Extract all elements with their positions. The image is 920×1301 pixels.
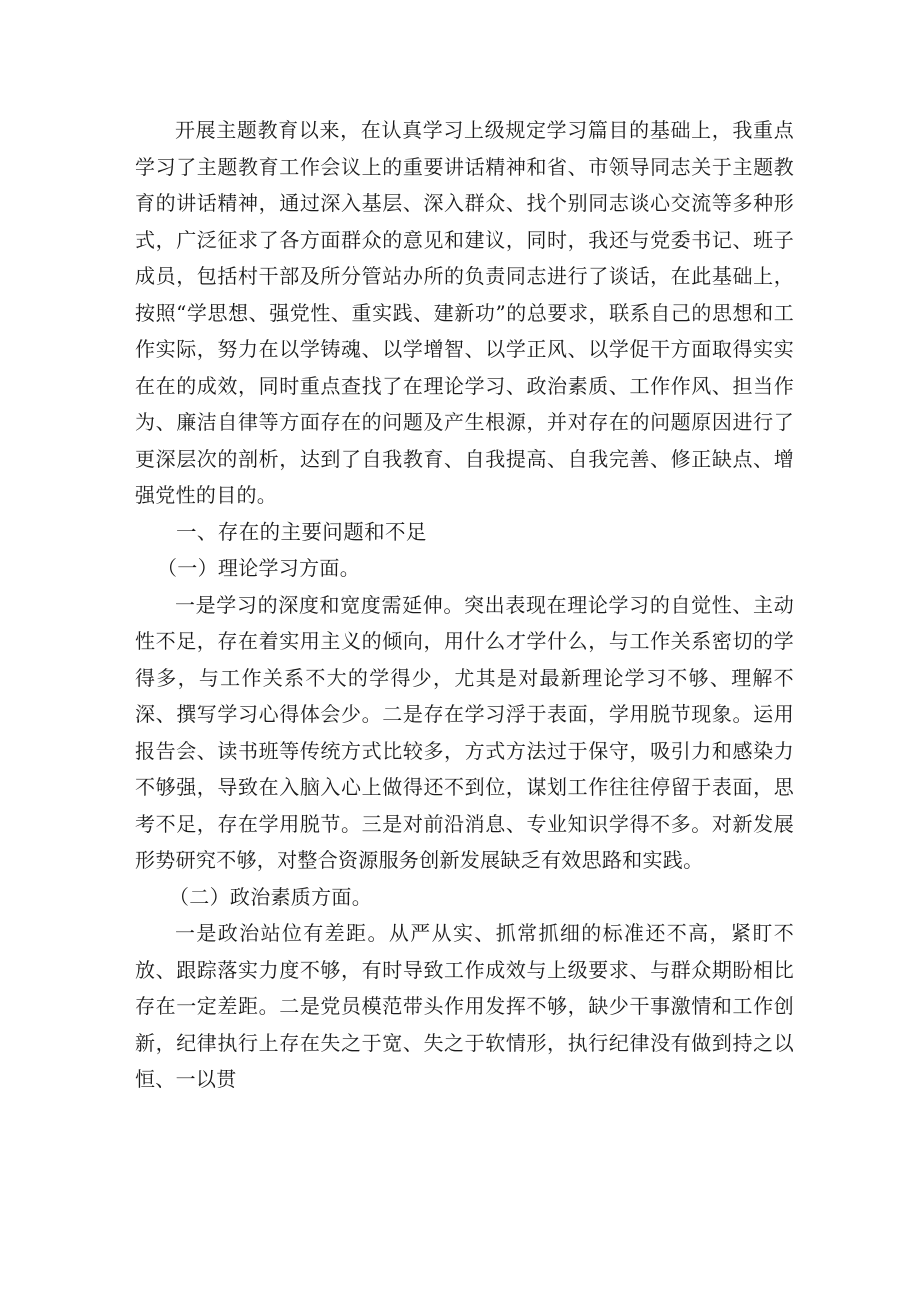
subsection-heading-theory: （一）理论学习方面。 xyxy=(157,556,360,580)
theory-study-paragraph: 一是学习的深度和宽度需延伸。突出表现在理论学习的自觉性、主动性不足，存在着实用主义的倾向，用什么才学什么，与工作关系密切的学得多，与工作关系不大的学得少，尤其是对最新理论学习不够、理解不深、撰写学习心得体会少。二是存在学习浮于表面，学用脱节现象。运用报告会、读书班等传统方式比较多，方式方法过于保守，吸引力和感染力不够强，导致在入脑入心上做得还不到位，谋划工作往往停留于表面，思考不足，存在学用脱节。三是对前沿消息、专业知识学得不多。对新发展形势研究不够，对整合资源服务创新发展缺乏有效思路和实践。 xyxy=(135,592,794,872)
political-quality-paragraph: 一是政治站位有差距。从严从实、抓常抓细的标准还不高，紧盯不放、跟踪落实力度不够，有时导致工作成效与上级要求、与群众期盼相比存在一定差距。二是党员模范带头作用发挥不够，缺少干事激情和工作创新，纪律执行上存在失之于宽、失之于软情形，执行纪律没有做到持之以恒、一以贯 xyxy=(135,921,794,1091)
intro-paragraph: 开展主题教育以来，在认真学习上级规定学习篇目的基础上，我重点学习了主题教育工作会议上的重要讲话精神和省、市领导同志关于主题教育的讲话精神，通过深入基层、深入群众、找个别同志谈心交流等多种形式，广泛征求了各方面群众的意见和建议，同时，我还与党委书记、班子成员，包括村干部及所分管站办所的负责同志进行了谈话，在此基础上，按照“学思想、强党性、重实践、建新功”的总要求，联系自己的思想和工作实际，努力在以学铸魂、以学增智、以学正风、以学促干方面取得实实在在的成效，同时重点查找了在理论学习、政治素质、工作作风、担当作为、廉洁自律等方面存在的问题及产生根源，并对存在的问题原因进行了更深层次的剖析，达到了自我教育、自我提高、自我完善、修正缺点、增强党性的目的。 xyxy=(135,118,794,507)
subsection-heading-political: （二）政治素质方面。 xyxy=(169,884,372,909)
section-heading-problems: 一、存在的主要问题和不足 xyxy=(176,519,427,544)
